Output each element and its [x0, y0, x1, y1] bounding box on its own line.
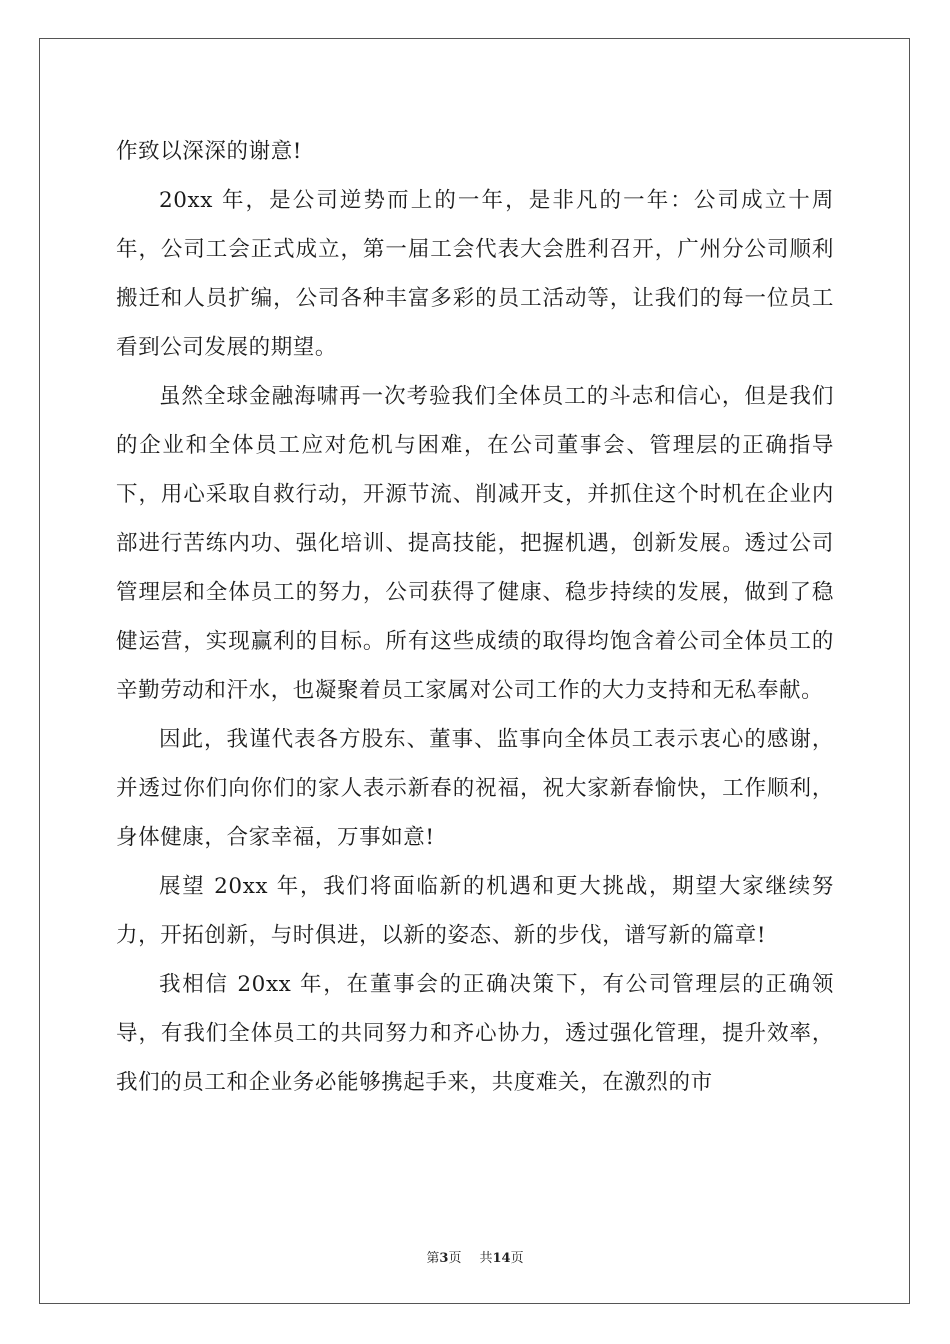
paragraph-3: 虽然全球金融海啸再一次考验我们全体员工的斗志和信心，但是我们的企业和全体员工应对危机与困难，在公司董事会、管理层的正确指导下，用心采取自救行动，开源节流、削减开支，并抓住这个时机在企业内部进行苦练内功、强化培训、提高技能，把握机遇，创新发展。透过公司管理层和全体员工的努力，公司获得了健康、稳步持续的发展，做到了稳健运营，实现赢利的目标。所有这些成绩的取得均饱含着公司全体员工的辛勤劳动和汗水，也凝聚着员工家属对公司工作的大力支持和无私奉献。 [116, 384, 834, 703]
paragraph-4: 因此，我谨代表各方股东、董事、监事向全体员工表示衷心的感谢，并透过你们向你们的家人表示新春的祝福，祝大家新春愉快，工作顺利，身体健康，合家幸福，万事如意! [116, 727, 834, 850]
page-number: 第3页 [426, 1251, 462, 1266]
page-footer [0, 1247, 950, 1266]
document-body [116, 127, 834, 1107]
paragraph-1: 作致以深深的谢意! [116, 139, 303, 164]
paragraph-2: 20xx 年，是公司逆势而上的一年，是非凡的一年：公司成立十周年，公司工会正式成立，第一届工会代表大会胜利召开，广州分公司顺利搬迁和人员扩编，公司各种丰富多彩的员工活动等，让我们的每一位员工看到公司发展的期望。 [116, 188, 834, 360]
page-total: 共14页 [479, 1251, 524, 1266]
paragraph-6: 我相信 20xx 年，在董事会的正确决策下，有公司管理层的正确领导，有我们全体员工的共同努力和齐心协力，透过强化管理，提升效率，我们的员工和企业务必能够携起手来，共度难关，在激烈的市 [116, 972, 834, 1095]
paragraph-5: 展望 20xx 年，我们将面临新的机遇和更大挑战，期望大家继续努力，开拓创新，与时俱进，以新的姿态、新的步伐，谱写新的篇章! [116, 874, 834, 948]
